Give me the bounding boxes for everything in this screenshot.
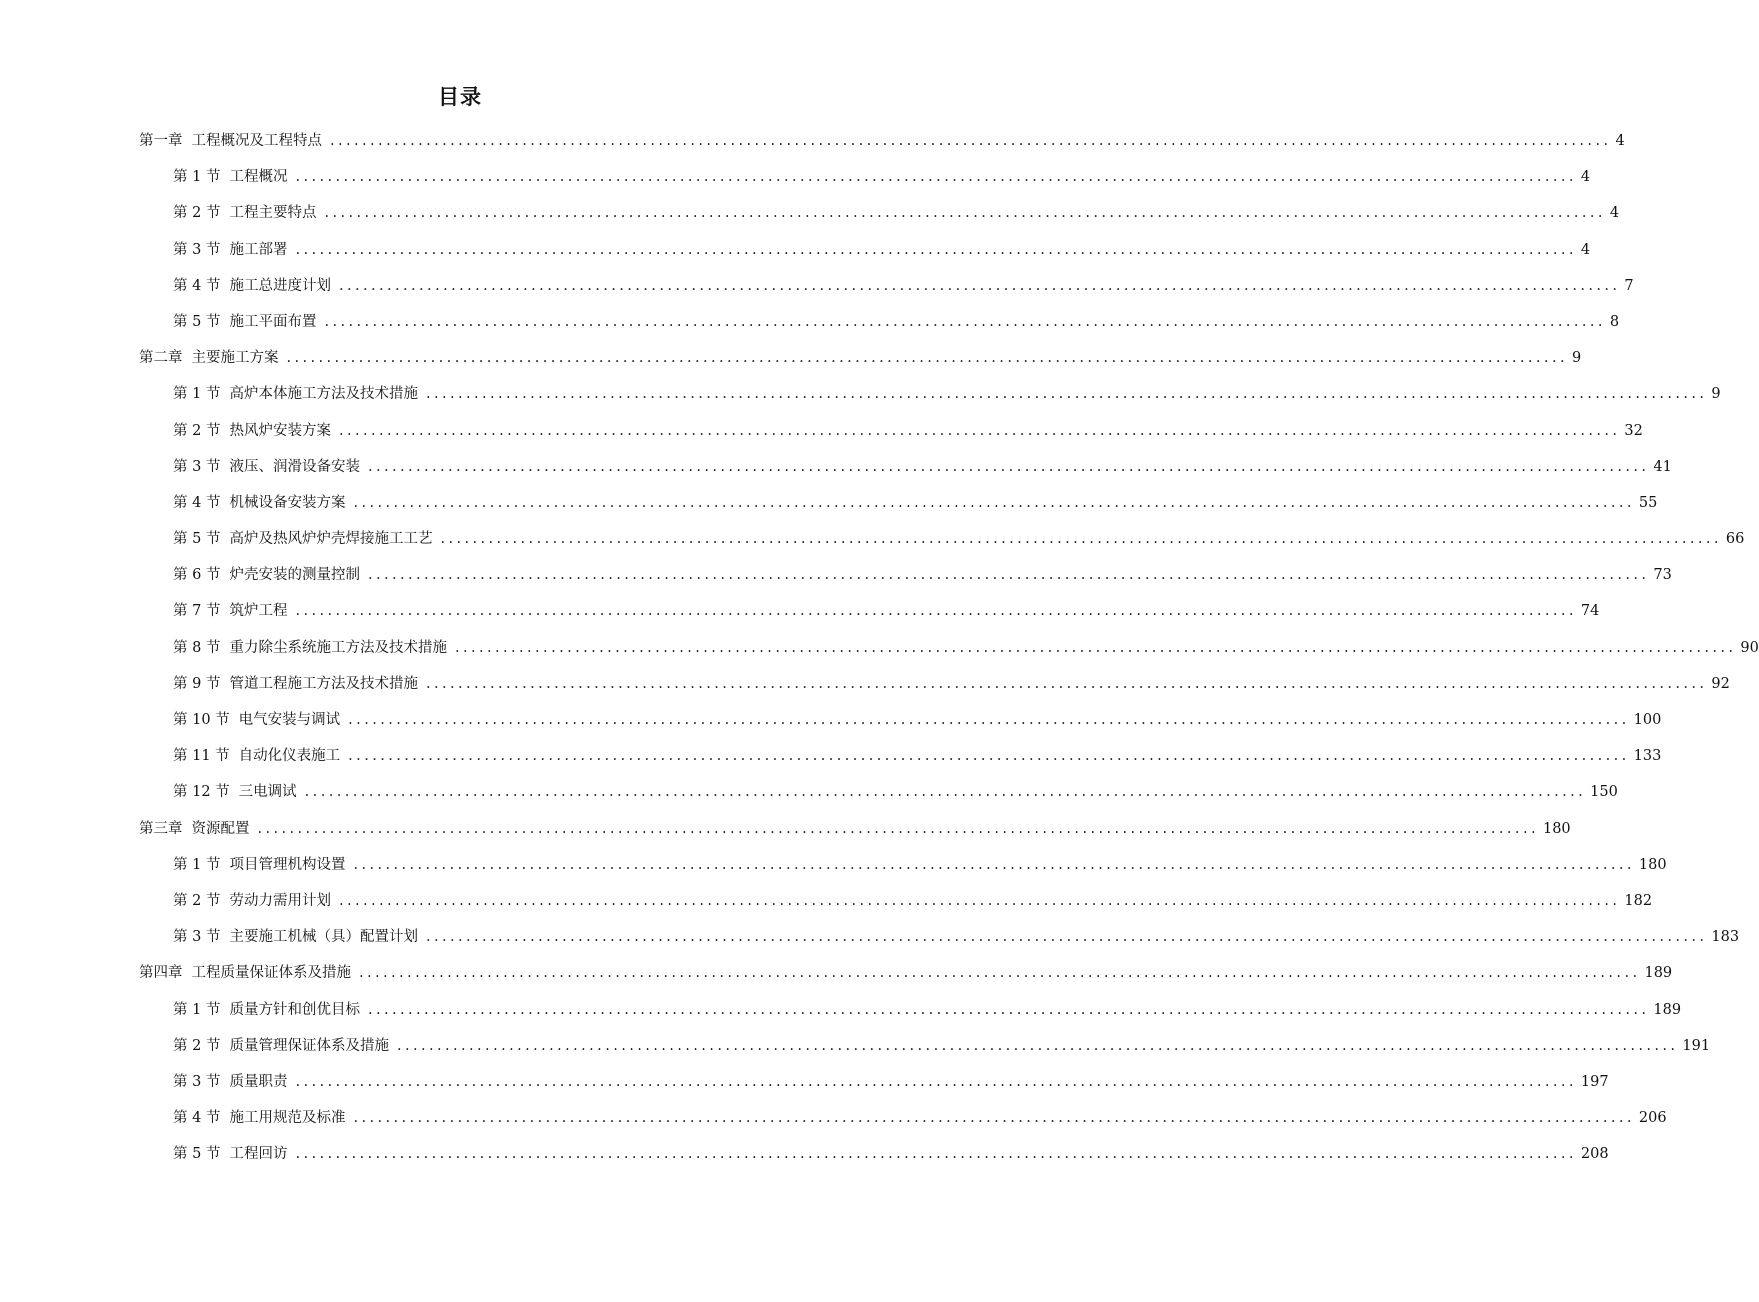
toc-entry-number: 第 5 节 bbox=[173, 313, 221, 330]
toc-entry-title: 液压、润滑设备安装 bbox=[229, 458, 360, 475]
toc-entry-number: 第二章 bbox=[139, 350, 183, 367]
toc-page-number: 191 bbox=[1682, 1037, 1711, 1054]
toc-chapter-entry[interactable] bbox=[139, 955, 1673, 991]
toc-entry-title: 施工总进度计划 bbox=[229, 277, 331, 294]
toc-section-entry[interactable] bbox=[139, 232, 1591, 268]
toc-entry-label bbox=[173, 702, 340, 738]
toc-section-entry[interactable] bbox=[139, 1028, 1711, 1064]
toc-section-entry[interactable] bbox=[139, 738, 1662, 774]
toc-section-entry[interactable] bbox=[139, 521, 1745, 557]
toc-entry-label bbox=[139, 123, 322, 159]
toc-page-number: 73 bbox=[1653, 567, 1672, 584]
toc-entry-label bbox=[173, 630, 447, 666]
toc-section-entry[interactable] bbox=[139, 630, 1759, 666]
toc-section-entry[interactable] bbox=[139, 919, 1740, 955]
toc-section-entry[interactable] bbox=[139, 485, 1658, 521]
toc-page-number: 180 bbox=[1542, 820, 1571, 837]
toc-entry-label bbox=[173, 883, 331, 919]
toc-entry-number: 第 4 节 bbox=[173, 494, 221, 511]
toc-entry-title: 工程概况及工程特点 bbox=[191, 133, 322, 149]
toc-entry-title: 项目管理机构设置 bbox=[229, 856, 346, 873]
toc-dot-leader: ................................................................................................................................................................ bbox=[367, 1001, 1650, 1018]
toc-dot-leader: ................................................................................................................................................................ bbox=[295, 1073, 1577, 1090]
toc-section-entry[interactable] bbox=[139, 1136, 1609, 1172]
toc-entry-number: 第 2 节 bbox=[173, 892, 221, 909]
toc-page-number: 150 bbox=[1590, 784, 1618, 801]
toc-dot-leader: ................................................................................................................................................................ bbox=[338, 892, 1621, 909]
toc-entry-label bbox=[173, 195, 316, 231]
toc-page-number: 183 bbox=[1711, 929, 1740, 946]
toc-entry-title: 工程回访 bbox=[229, 1146, 288, 1163]
toc-entry-number: 第 2 节 bbox=[173, 422, 221, 439]
toc-dot-leader: ................................................................................................................................................................ bbox=[367, 567, 1650, 584]
toc-entry-title: 质量职责 bbox=[229, 1073, 288, 1090]
toc-entry-number: 第 3 节 bbox=[173, 1073, 221, 1090]
toc-page-number: 8 bbox=[1609, 313, 1620, 330]
toc-dot-leader: ................................................................................................................................................................ bbox=[324, 205, 1606, 222]
toc-list bbox=[139, 123, 1759, 1172]
toc-dot-leader: ................................................................................................................................................................ bbox=[359, 965, 1641, 982]
toc-entry-title: 质量方针和创优目标 bbox=[229, 1001, 360, 1018]
toc-dot-leader: ................................................................................................................................................................ bbox=[286, 350, 1568, 367]
toc-entry-label bbox=[139, 811, 250, 847]
toc-page-number: 100 bbox=[1633, 712, 1662, 728]
toc-title: 目录 bbox=[438, 85, 482, 109]
toc-page-number: 180 bbox=[1638, 856, 1667, 873]
toc-entry-title: 施工用规范及标准 bbox=[229, 1110, 346, 1127]
toc-dot-leader: ................................................................................................................................................................ bbox=[304, 784, 1587, 801]
toc-entry-label bbox=[173, 847, 345, 883]
toc-chapter-entry[interactable] bbox=[139, 123, 1625, 159]
toc-entry-title: 高炉本体施工方法及技术措施 bbox=[229, 386, 418, 403]
toc-entry-number: 第 10 节 bbox=[173, 712, 230, 728]
toc-page-number: 32 bbox=[1624, 422, 1643, 439]
toc-page-number: 66 bbox=[1725, 531, 1745, 548]
toc-dot-leader: ................................................................................................................................................................ bbox=[425, 386, 1708, 403]
toc-entry-label bbox=[173, 774, 297, 810]
toc-dot-leader: ................................................................................................................................................................ bbox=[440, 531, 1722, 548]
toc-section-entry[interactable] bbox=[139, 1100, 1667, 1136]
toc-dot-leader: ................................................................................................................................................................ bbox=[454, 639, 1737, 656]
toc-entry-title: 机械设备安装方案 bbox=[229, 494, 346, 511]
toc-page-number: 9 bbox=[1711, 386, 1721, 403]
toc-entry-title: 主要施工机械（具）配置计划 bbox=[229, 929, 418, 946]
toc-entry-number: 第 5 节 bbox=[173, 1146, 221, 1163]
toc-section-entry[interactable] bbox=[139, 774, 1618, 810]
toc-entry-title: 自动化仪表施工 bbox=[238, 748, 341, 765]
toc-entry-title: 工程质量保证体系及措施 bbox=[191, 965, 351, 982]
toc-page-number: 4 bbox=[1580, 169, 1591, 186]
toc-dot-leader: ................................................................................................................................................................ bbox=[348, 712, 1630, 728]
toc-dot-leader: ................................................................................................................................................................ bbox=[295, 1146, 1577, 1163]
toc-dot-leader: ................................................................................................................................................................ bbox=[295, 241, 1577, 258]
toc-entry-label bbox=[173, 666, 418, 702]
toc-dot-leader: ................................................................................................................................................................ bbox=[257, 820, 1539, 837]
toc-entry-label bbox=[173, 1064, 287, 1100]
toc-entry-number: 第 12 节 bbox=[173, 784, 230, 801]
toc-entry-number: 第 1 节 bbox=[173, 386, 221, 403]
toc-section-entry[interactable] bbox=[139, 702, 1662, 738]
toc-entry-title: 电气安装与调试 bbox=[238, 712, 341, 728]
toc-dot-leader: ................................................................................................................................................................ bbox=[367, 458, 1650, 475]
toc-entry-label bbox=[139, 340, 279, 376]
toc-section-entry[interactable] bbox=[139, 195, 1620, 231]
toc-entry-label bbox=[173, 1136, 287, 1172]
toc-chapter-entry[interactable] bbox=[139, 811, 1571, 847]
toc-entry-number: 第一章 bbox=[139, 133, 183, 149]
toc-entry-number: 第 1 节 bbox=[173, 856, 221, 873]
toc-page-number: 133 bbox=[1633, 748, 1662, 765]
toc-entry-number: 第 11 节 bbox=[173, 748, 230, 765]
toc-page-number: 4 bbox=[1580, 241, 1591, 258]
toc-entry-label bbox=[173, 521, 432, 557]
toc-entry-title: 重力除尘系统施工方法及技术措施 bbox=[229, 639, 447, 656]
toc-section-entry[interactable] bbox=[139, 304, 1620, 340]
toc-entry-title: 管道工程施工方法及技术措施 bbox=[229, 675, 418, 692]
toc-entry-title: 施工部署 bbox=[229, 241, 288, 258]
toc-dot-leader: ................................................................................................................................................................ bbox=[353, 494, 1635, 511]
toc-page-number: 74 bbox=[1580, 603, 1600, 620]
toc-section-entry[interactable] bbox=[139, 159, 1591, 195]
toc-entry-label bbox=[173, 304, 316, 340]
toc-entry-title: 主要施工方案 bbox=[191, 350, 279, 367]
toc-entry-label bbox=[173, 557, 360, 593]
toc-dot-leader: ................................................................................................................................................................ bbox=[396, 1037, 1679, 1054]
toc-entry-label bbox=[173, 449, 360, 485]
toc-entry-label bbox=[173, 1028, 389, 1064]
toc-dot-leader: ................................................................................................................................................................ bbox=[324, 313, 1606, 330]
toc-entry-number: 第 4 节 bbox=[173, 1110, 221, 1127]
toc-page-number: 7 bbox=[1624, 277, 1634, 294]
toc-page-number: 92 bbox=[1711, 675, 1730, 692]
toc-entry-number: 第 3 节 bbox=[173, 458, 221, 475]
toc-dot-leader: ................................................................................................................................................................ bbox=[295, 603, 1577, 620]
toc-entry-title: 筑炉工程 bbox=[229, 603, 288, 620]
toc-section-entry[interactable] bbox=[139, 1064, 1609, 1100]
toc-entry-number: 第 9 节 bbox=[173, 675, 221, 692]
toc-page-number: 55 bbox=[1638, 494, 1658, 511]
toc-section-entry[interactable] bbox=[139, 666, 1730, 702]
toc-entry-label bbox=[173, 919, 418, 955]
toc-section-entry[interactable] bbox=[139, 883, 1653, 919]
toc-section-entry[interactable] bbox=[139, 557, 1672, 593]
toc-entry-number: 第 5 节 bbox=[173, 531, 221, 548]
toc-entry-number: 第 3 节 bbox=[173, 241, 221, 258]
toc-entry-number: 第四章 bbox=[139, 965, 183, 982]
toc-entry-label bbox=[173, 376, 418, 412]
toc-entry-title: 三电调试 bbox=[238, 784, 297, 801]
toc-dot-leader: ................................................................................................................................................................ bbox=[338, 422, 1621, 439]
toc-entry-number: 第三章 bbox=[139, 820, 183, 837]
toc-chapter-entry[interactable] bbox=[139, 340, 1582, 376]
toc-entry-label bbox=[173, 413, 331, 449]
toc-page-number: 197 bbox=[1580, 1073, 1609, 1090]
toc-page-number: 189 bbox=[1644, 965, 1673, 982]
toc-entry-number: 第 6 节 bbox=[173, 567, 221, 584]
toc-dot-leader: ................................................................................................................................................................ bbox=[330, 133, 1612, 149]
toc-page-number: 189 bbox=[1653, 1001, 1682, 1018]
toc-page-number: 208 bbox=[1580, 1146, 1609, 1163]
toc-entry-label bbox=[173, 268, 331, 304]
toc-entry-title: 炉壳安装的测量控制 bbox=[229, 567, 360, 584]
toc-dot-leader: ................................................................................................................................................................ bbox=[425, 929, 1708, 946]
toc-page-number: 4 bbox=[1615, 133, 1625, 149]
toc-entry-number: 第 3 节 bbox=[173, 929, 221, 946]
toc-page-number: 4 bbox=[1609, 205, 1620, 222]
toc-entry-label bbox=[173, 1100, 345, 1136]
toc-entry-title: 工程主要特点 bbox=[229, 205, 317, 222]
toc-dot-leader: ................................................................................................................................................................ bbox=[353, 1110, 1635, 1127]
toc-section-entry[interactable] bbox=[139, 847, 1667, 883]
toc-page-number: 206 bbox=[1638, 1110, 1667, 1127]
toc-entry-number: 第 1 节 bbox=[173, 169, 221, 186]
toc-dot-leader: ................................................................................................................................................................ bbox=[425, 675, 1708, 692]
toc-entry-title: 工程概况 bbox=[229, 169, 288, 186]
toc-entry-title: 高炉及热风炉炉壳焊接施工工艺 bbox=[229, 531, 433, 548]
toc-page-number: 41 bbox=[1653, 458, 1672, 475]
toc-page-number: 182 bbox=[1624, 892, 1653, 909]
toc-page-number: 9 bbox=[1571, 350, 1582, 367]
toc-entry-label bbox=[173, 992, 360, 1028]
toc-entry-number: 第 1 节 bbox=[173, 1001, 221, 1018]
toc-entry-label bbox=[173, 485, 345, 521]
toc-entry-label bbox=[173, 232, 287, 268]
toc-entry-number: 第 4 节 bbox=[173, 277, 221, 294]
toc-entry-title: 劳动力需用计划 bbox=[229, 892, 331, 909]
toc-section-entry[interactable] bbox=[139, 449, 1672, 485]
toc-entry-number: 第 2 节 bbox=[173, 205, 221, 222]
toc-dot-leader: ................................................................................................................................................................ bbox=[295, 169, 1577, 186]
toc-dot-leader: ................................................................................................................................................................ bbox=[353, 856, 1635, 873]
toc-entry-title: 热风炉安装方案 bbox=[229, 422, 331, 439]
toc-entry-label bbox=[173, 738, 340, 774]
toc-section-entry[interactable] bbox=[139, 593, 1600, 629]
toc-dot-leader: ................................................................................................................................................................ bbox=[348, 748, 1630, 765]
toc-page-number: 90 bbox=[1740, 639, 1759, 656]
toc-entry-title: 资源配置 bbox=[191, 820, 250, 837]
toc-entry-title: 质量管理保证体系及措施 bbox=[229, 1037, 389, 1054]
toc-dot-leader: ................................................................................................................................................................ bbox=[338, 277, 1621, 294]
toc-entry-number: 第 8 节 bbox=[173, 639, 221, 656]
toc-entry-number: 第 2 节 bbox=[173, 1037, 221, 1054]
toc-entry-number: 第 7 节 bbox=[173, 603, 221, 620]
toc-section-entry[interactable] bbox=[139, 413, 1643, 449]
toc-entry-label bbox=[139, 955, 351, 991]
toc-section-entry[interactable] bbox=[139, 376, 1721, 412]
toc-entry-title: 施工平面布置 bbox=[229, 313, 317, 330]
toc-section-entry[interactable] bbox=[139, 992, 1682, 1028]
toc-entry-label bbox=[173, 159, 287, 195]
toc-section-entry[interactable] bbox=[139, 268, 1634, 304]
toc-entry-label bbox=[173, 593, 287, 629]
